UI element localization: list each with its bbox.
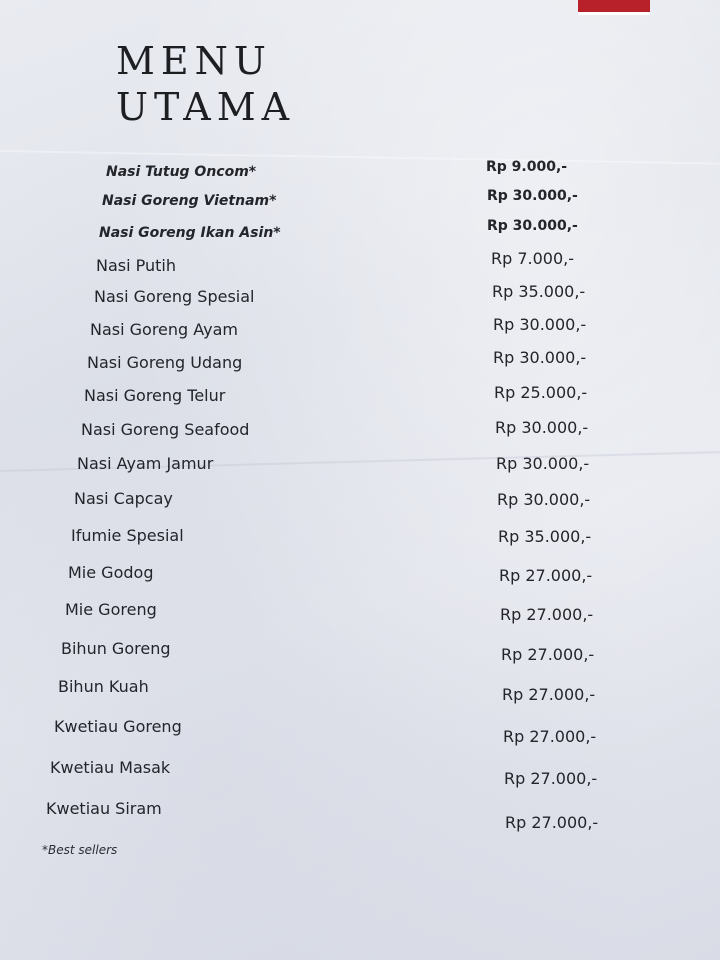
menu-item-price: Rp 27.000,- — [499, 566, 593, 585]
menu-item-name: Bihun Kuah — [58, 677, 149, 696]
menu-item-price: Rp 30.000,- — [496, 454, 590, 473]
menu-item-price: Rp 25.000,- — [494, 383, 588, 402]
menu-item-name: Nasi Goreng Telur — [84, 386, 226, 405]
menu-item-price: Rp 27.000,- — [502, 685, 596, 704]
menu-item-price: Rp 35.000,- — [498, 527, 592, 546]
menu-item-price: Rp 7.000,- — [491, 249, 575, 268]
menu-item-name: Nasi Goreng Ayam — [90, 320, 238, 339]
menu-item-name: Nasi Goreng Udang — [87, 353, 243, 372]
menu-item-name: Nasi Goreng Vietnam* — [102, 193, 277, 209]
menu-item-price: Rp 30.000,- — [487, 218, 578, 234]
menu-item-name: Nasi Tutug Oncom* — [106, 164, 257, 180]
menu-item-price: Rp 35.000,- — [492, 282, 586, 301]
menu-item-price: Rp 30.000,- — [495, 418, 589, 437]
menu-item-price: Rp 27.000,- — [504, 769, 598, 788]
menu-item-name: Nasi Goreng Spesial — [94, 287, 255, 306]
best-sellers-note: *Best sellers — [42, 843, 118, 857]
menu-item-price: Rp 30.000,- — [487, 188, 578, 204]
menu-item-name: Mie Godog — [68, 563, 154, 582]
menu-item-price: Rp 27.000,- — [500, 605, 594, 624]
menu-item-name: Nasi Goreng Seafood — [81, 420, 250, 439]
menu-item-name: Nasi Putih — [96, 256, 177, 275]
menu-item-name: Kwetiau Masak — [50, 758, 171, 777]
menu-item-price: Rp 27.000,- — [505, 813, 599, 832]
menu-item-name: Bihun Goreng — [61, 639, 171, 658]
menu-item-name: Kwetiau Goreng — [54, 717, 182, 736]
menu-item-name: Kwetiau Siram — [46, 799, 162, 818]
paper-fold — [0, 150, 720, 165]
menu-item-name: Nasi Ayam Jamur — [77, 454, 214, 473]
menu-item-price: Rp 30.000,- — [493, 348, 587, 367]
title-line-2: UTAMA — [116, 85, 296, 129]
menu-item-price: Rp 27.000,- — [501, 645, 595, 664]
menu-item-name: Nasi Goreng Ikan Asin* — [99, 225, 281, 241]
menu-item-price: Rp 30.000,- — [497, 490, 591, 509]
menu-item-name: Mie Goreng — [65, 600, 157, 619]
menu-item-name: Nasi Capcay — [74, 489, 173, 508]
menu-item-price: Rp 9.000,- — [486, 159, 568, 175]
brand-logo — [578, 0, 650, 15]
menu-item-price: Rp 27.000,- — [503, 727, 597, 746]
menu-item-price: Rp 30.000,- — [493, 315, 587, 334]
page-title — [116, 38, 295, 130]
title-line-1: MENU — [116, 39, 272, 83]
menu-item-name: Ifumie Spesial — [71, 526, 184, 545]
